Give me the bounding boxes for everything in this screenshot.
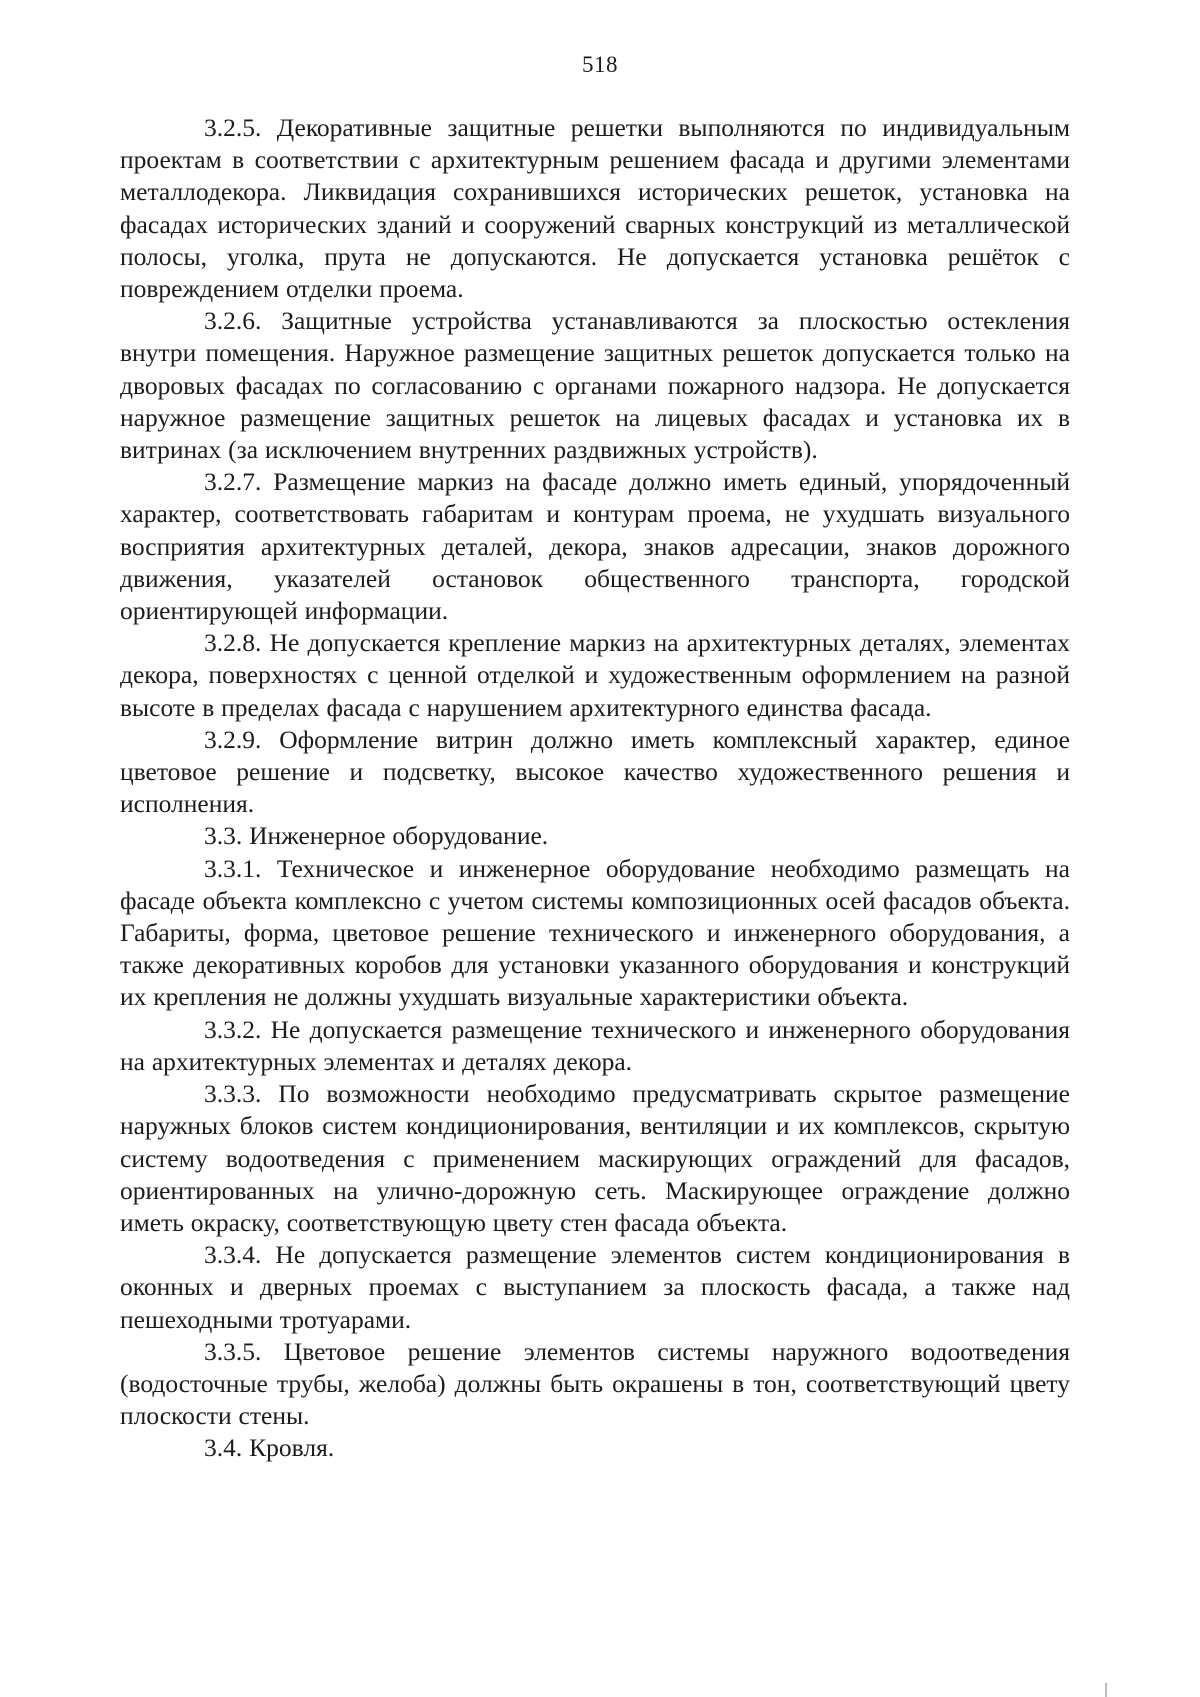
- document-body: [120, 112, 1070, 1465]
- paragraph-3-2-8: 3.2.8. Не допускается крепление маркиз на архитектурных деталях, элементах декора, поверхностях с ценной отделкой и художественным оформлением на разной высоте в пределах фасада с нарушением архитектурного единства фасада.: [120, 628, 1070, 722]
- paragraph-3-2-6: 3.2.6. Защитные устройства устанавливаются за плоскостью остекления внутри помещения. Наружное размещение защитных решеток допускается только на дворовых фасадах по согласованию с органами пожарного надзора. Не допускается наружное размещение защитных решеток на лицевых фасадах и установка их в витринах (за исключением внутренних раздвижных устройств).: [120, 306, 1070, 465]
- paragraph-3-2-5: 3.2.5. Декоративные защитные решетки выполняются по индивидуальным проектам в соответствии с архитектурным решением фасада и другими элементами металлодекора. Ликвидация сохранившихся исторических решеток, установка на фасадах исторических зданий и сооружений сварных конструкций из металлической полосы, уголка, прута не допускаются. Не допускается установка решёток с повреждением отделки проема.: [120, 113, 1070, 304]
- scan-artifact-mark: [1105, 1683, 1107, 1697]
- paragraph-3-3-4: 3.3.4. Не допускается размещение элементов систем кондиционирования в оконных и дверных проемах с выступанием за плоскость фасада, а также над пешеходными тротуарами.: [120, 1240, 1070, 1334]
- paragraph-3-3-1: 3.3.1. Техническое и инженерное оборудование необходимо размещать на фасаде объекта комплексно с учетом системы композиционных осей фасадов объекта. Габариты, форма, цветовое решение технического и инженерного оборудования, а также декоративных коробов для установки указанного оборудования и конструкций их крепления не должны ухудшать визуальные характеристики объекта.: [120, 853, 1070, 1012]
- paragraph-3-2-7: 3.2.7. Размещение маркиз на фасаде должно иметь единый, упорядоченный характер, соответствовать габаритам и контурам проема, не ухудшать визуального восприятия архитектурных деталей, декора, знаков адресации, знаков дорожного движения, указателей остановок общественного транспорта, городской ориентирующей информации.: [120, 467, 1070, 626]
- section-heading-3-4: 3.4. Кровля.: [204, 1433, 335, 1463]
- page-number: 518: [582, 52, 618, 77]
- section-heading-3-3: 3.3. Инженерное оборудование.: [204, 821, 549, 851]
- paragraph-3-3-5: 3.3.5. Цветовое решение элементов системы наружного водоотведения (водосточные трубы, желоба) должны быть окрашены в тон, соответствующий цвету плоскости стены.: [120, 1336, 1070, 1431]
- paragraph-3-3-2: 3.3.2. Не допускается размещение технического и инженерного оборудования на архитектурных элементах и деталях декора.: [120, 1014, 1070, 1076]
- paragraph-3-3-3: 3.3.3. По возможности необходимо предусматривать скрытое размещение наружных блоков систем кондиционирования, вентиляции и их комплексов, скрытую систему водоотведения с применением маскирующих ограждений для фасадов, ориентированных на улично-дорожную сеть. Маскирующее ограждение должно иметь окраску, соответствующую цвету стен фасада объекта.: [120, 1079, 1070, 1237]
- paragraph-3-2-9: 3.2.9. Оформление витрин должно иметь комплексный характер, единое цветовое решение и подсветку, высокое качество художественного решения и исполнения.: [120, 724, 1070, 819]
